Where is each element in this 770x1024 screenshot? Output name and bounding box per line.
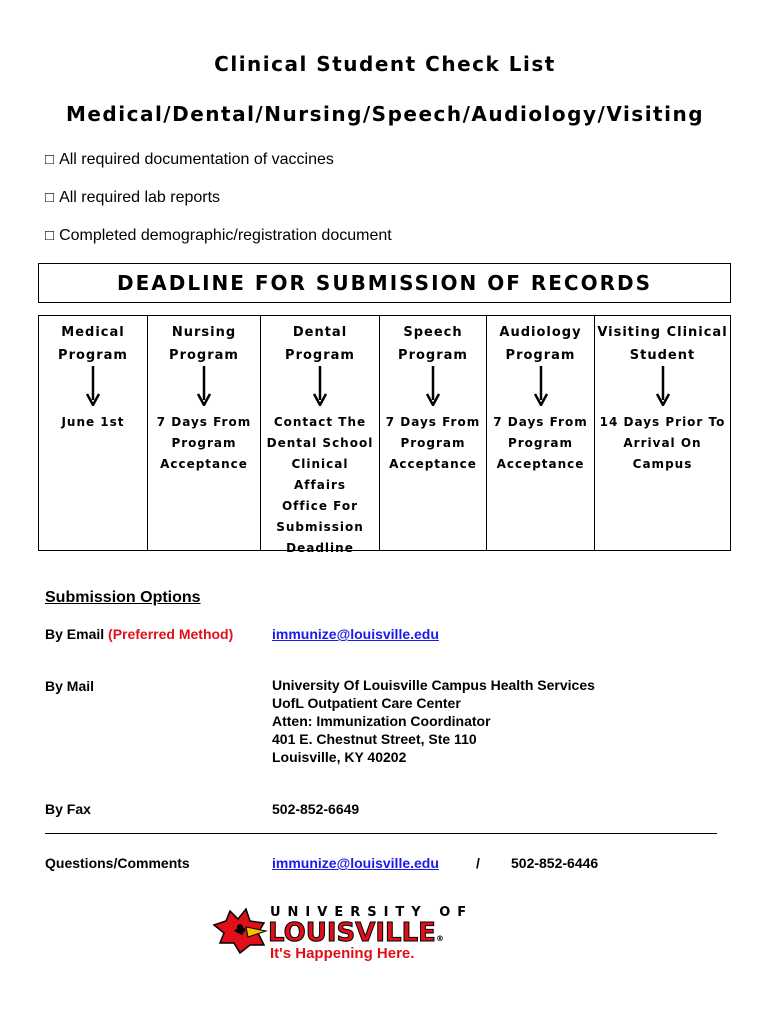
questions-email-link[interactable]: immunize@louisville.edu bbox=[272, 855, 439, 871]
deadline-text: Program bbox=[400, 436, 466, 450]
checklist-item-demographic[interactable] bbox=[45, 227, 392, 245]
program-column-audiology bbox=[487, 316, 595, 550]
down-arrow-icon bbox=[487, 366, 594, 406]
deadline-text: Acceptance bbox=[160, 457, 248, 471]
down-arrow-icon bbox=[595, 366, 730, 406]
deadline-text: Program bbox=[507, 436, 574, 450]
down-arrow-icon bbox=[380, 366, 486, 406]
program-name: Program bbox=[285, 348, 355, 363]
checklist-label: Completed demographic/registration document bbox=[59, 227, 392, 244]
logo-louisville-text: LOUISVILLE bbox=[268, 918, 436, 948]
deadline-table bbox=[38, 315, 731, 555]
deadline-text: Submission bbox=[276, 520, 364, 534]
mailing-address bbox=[272, 676, 595, 766]
address-line: Louisville, KY 40202 bbox=[272, 749, 407, 765]
checkbox-icon[interactable]: □ bbox=[45, 151, 55, 168]
down-arrow-icon bbox=[261, 366, 379, 406]
program-name: Medical bbox=[61, 325, 125, 340]
checkbox-icon[interactable]: □ bbox=[45, 227, 55, 244]
deadline-text: 7 Days From bbox=[385, 415, 481, 429]
address-line: University Of Louisville Campus Health Services bbox=[272, 677, 595, 693]
program-column-medical bbox=[39, 316, 148, 550]
program-name: Program bbox=[505, 348, 576, 363]
submission-options-heading: Submission Options bbox=[45, 589, 201, 606]
address-line: Atten: Immunization Coordinator bbox=[272, 713, 491, 729]
program-name: Speech bbox=[403, 325, 463, 340]
program-name: Visiting Clinical bbox=[597, 325, 728, 340]
logo-louisville bbox=[268, 918, 444, 948]
separator: / bbox=[476, 855, 480, 871]
checklist-label: All required documentation of vaccines bbox=[59, 151, 334, 168]
deadline-text: Campus bbox=[632, 457, 693, 471]
checklist-item-lab-reports[interactable] bbox=[45, 189, 220, 207]
fax-number: 502-852-6649 bbox=[272, 801, 360, 817]
questions-phone: 502-852-6446 bbox=[511, 855, 599, 871]
email-label-text: By Email bbox=[45, 626, 105, 642]
deadline-text: 7 Days From bbox=[156, 415, 252, 429]
program-column-dental bbox=[261, 316, 380, 555]
program-column-speech bbox=[380, 316, 487, 550]
deadline-text: Deadline bbox=[286, 541, 354, 555]
deadline-text: Acceptance bbox=[389, 457, 477, 471]
university-logo bbox=[212, 905, 492, 965]
deadline-text: Dental School bbox=[266, 436, 374, 450]
program-column-visiting bbox=[595, 316, 730, 550]
mail-label: By Mail bbox=[45, 678, 95, 694]
address-line: 401 E. Chestnut Street, Ste 110 bbox=[272, 731, 477, 747]
deadline-text: Acceptance bbox=[496, 457, 585, 471]
page-subtitle: Medical/Dental/Nursing/Speech/Audiology/Visiting bbox=[65, 102, 705, 126]
deadline-text: Contact The bbox=[273, 415, 367, 429]
registered-mark: ® bbox=[435, 934, 444, 943]
program-name: Nursing bbox=[171, 325, 237, 340]
deadline-text: Office For bbox=[281, 499, 359, 513]
program-name: Program bbox=[398, 348, 468, 363]
questions-label: Questions/Comments bbox=[45, 855, 190, 871]
program-name: Audiology bbox=[499, 325, 582, 340]
deadline-text: Arrival On bbox=[623, 436, 702, 450]
page-title: Clinical Student Check List bbox=[214, 52, 556, 76]
program-column-nursing bbox=[148, 316, 261, 550]
email-link[interactable]: immunize@louisville.edu bbox=[272, 626, 439, 642]
logo-university-of: UNIVERSITY OF bbox=[270, 905, 474, 920]
program-name: Program bbox=[58, 348, 128, 363]
deadline-text: Program bbox=[171, 436, 237, 450]
deadline-heading: DEADLINE FOR SUBMISSION OF RECORDS bbox=[38, 263, 731, 303]
divider bbox=[45, 833, 717, 834]
program-name: Dental bbox=[292, 325, 348, 340]
deadline-text: June 1st bbox=[61, 415, 125, 429]
logo-tagline: It's Happening Here. bbox=[270, 945, 415, 962]
checklist-label: All required lab reports bbox=[59, 189, 221, 206]
address-line: UofL Outpatient Care Center bbox=[272, 695, 461, 711]
preferred-method-note: (Preferred Method) bbox=[108, 626, 234, 642]
down-arrow-icon bbox=[148, 366, 260, 406]
program-name: Program bbox=[169, 348, 239, 363]
down-arrow-icon bbox=[39, 366, 147, 406]
fax-label: By Fax bbox=[45, 801, 91, 817]
deadline-text: Clinical Affairs bbox=[291, 457, 349, 492]
deadline-text: 14 Days Prior To bbox=[599, 415, 726, 429]
program-name: Student bbox=[629, 348, 696, 363]
checklist-item-vaccines[interactable] bbox=[45, 151, 334, 169]
deadline-text: 7 Days From bbox=[493, 415, 588, 429]
email-label bbox=[45, 626, 233, 642]
checkbox-icon[interactable]: □ bbox=[45, 189, 55, 206]
